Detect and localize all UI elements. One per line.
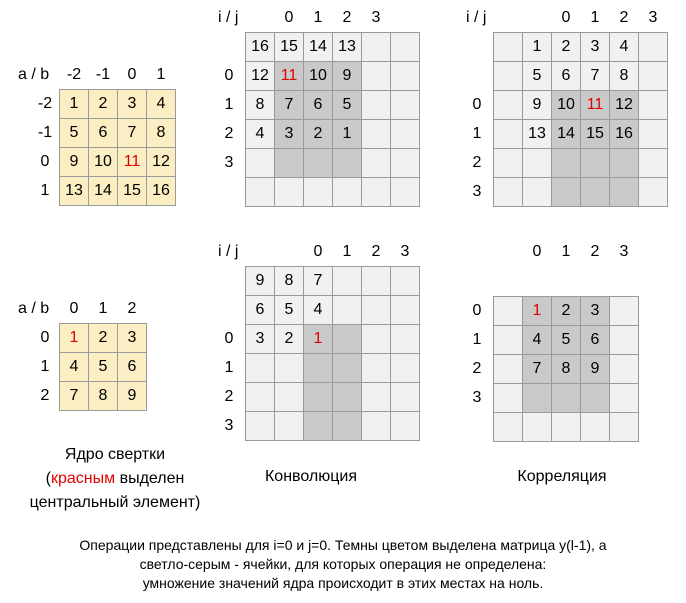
- corr4-cell: [493, 148, 523, 178]
- conv4-cell: [361, 177, 391, 207]
- corr4-cell: [638, 90, 668, 120]
- kernel3-cell: 7: [59, 381, 89, 411]
- corr4-cell: 6: [551, 61, 581, 91]
- corr3-row-header: 0: [472, 302, 482, 319]
- conv4-cell: [361, 61, 391, 91]
- corr4-cell: [493, 61, 523, 91]
- kernel4-cell: 2: [88, 89, 118, 119]
- kernel4-cell: 13: [59, 176, 89, 206]
- corr4-row-header: 0: [472, 96, 482, 113]
- kernel3-cell: 1: [59, 323, 89, 353]
- conv4-corner-label: i / j: [218, 9, 239, 26]
- corr3-cell: 1: [522, 296, 552, 326]
- corr3-cell: [522, 383, 552, 413]
- conv3-cell: [303, 382, 333, 412]
- conv3-cell: [361, 382, 391, 412]
- conv4-cell: [361, 119, 391, 149]
- conv4-cell: 6: [303, 90, 333, 120]
- kernel3-cell: 6: [117, 352, 147, 382]
- corr4-col-header: 3: [648, 9, 658, 26]
- conv3-cell: [390, 266, 420, 296]
- corr4-cell: 14: [551, 119, 581, 149]
- conv4-cell: [390, 61, 420, 91]
- kernel4-col-header: -1: [95, 66, 111, 83]
- conv4-cell: [303, 177, 333, 207]
- conv4-cell: [245, 148, 275, 178]
- conv4-cell: [390, 177, 420, 207]
- corr4-cell: [493, 32, 523, 62]
- kernel4-row-header: 0: [40, 153, 50, 170]
- corr4-cell: 9: [522, 90, 552, 120]
- kernel3-col-header: 0: [69, 300, 79, 317]
- conv4-cell: 9: [332, 61, 362, 91]
- conv3-cell: [303, 353, 333, 383]
- conv4-cell: [390, 119, 420, 149]
- conv4-cell: [361, 90, 391, 120]
- conv3-cell: 2: [274, 324, 304, 354]
- conv3-cell: [361, 353, 391, 383]
- corr4-row-header: 3: [472, 183, 482, 200]
- correlation-caption: Корреляция: [517, 468, 607, 485]
- corr3-cell: 7: [522, 354, 552, 384]
- corr3-cell: [609, 383, 639, 413]
- conv3-cell: [274, 382, 304, 412]
- conv3-cell: [361, 295, 391, 325]
- kernel4-cell: 3: [117, 89, 147, 119]
- corr4-cell: 16: [609, 119, 639, 149]
- kernel3-cell: 4: [59, 352, 89, 382]
- conv4-cell: 15: [274, 32, 304, 62]
- conv3-cell: [332, 295, 362, 325]
- conv3-cell: [390, 295, 420, 325]
- footer-line1: Операции представлены для i=0 и j=0. Темны цветом выделена матрица y(l-1), а: [79, 537, 607, 553]
- kernel3-corner-label: a / b: [18, 300, 50, 317]
- corr3-cell: [493, 412, 523, 442]
- kernel4-col-header: 1: [156, 66, 166, 83]
- kernel-caption: [0, 443, 230, 515]
- conv3-cell: 8: [274, 266, 304, 296]
- conv4-cell: [332, 177, 362, 207]
- corr4-cell: [609, 177, 639, 207]
- kernel4-cell: 4: [146, 89, 176, 119]
- conv3-cell: 5: [274, 295, 304, 325]
- footer-note: [0, 536, 686, 593]
- conv4-cell: [274, 177, 304, 207]
- corr3-cell: 3: [580, 296, 610, 326]
- conv4-col-header: 0: [284, 9, 294, 26]
- corr4-col-header: 0: [561, 9, 571, 26]
- kernel3-col-header: 1: [98, 300, 108, 317]
- corr4-cell: [522, 148, 552, 178]
- conv3-cell: [274, 353, 304, 383]
- corr4-row-header: 2: [472, 154, 482, 171]
- corr4-cell: 2: [551, 32, 581, 62]
- conv3-cell: [274, 411, 304, 441]
- kernel4-row-header: -2: [37, 95, 53, 112]
- conv4-cell: [390, 148, 420, 178]
- corr3-cell: [493, 325, 523, 355]
- kernel4-cell: 11: [117, 147, 147, 177]
- corr3-cell: [493, 383, 523, 413]
- kernel4-cell: 5: [59, 118, 89, 148]
- corr3-col-header: 2: [590, 243, 600, 260]
- corr3-row-header: 1: [472, 331, 482, 348]
- conv3-cell: 9: [245, 266, 275, 296]
- corr3-row-header: 2: [472, 360, 482, 377]
- corr4-row-header: 1: [472, 125, 482, 142]
- conv3-row-header: 0: [224, 330, 234, 347]
- corr3-cell: [609, 412, 639, 442]
- conv4-col-header: 1: [313, 9, 323, 26]
- conv3-cell: 4: [303, 295, 333, 325]
- kernel4-cell: 12: [146, 147, 176, 177]
- corr3-cell: [580, 383, 610, 413]
- conv4-cell: 11: [274, 61, 304, 91]
- conv3-cell: [390, 353, 420, 383]
- kernel3-row-header: 1: [40, 358, 50, 375]
- corr3-col-header: 0: [532, 243, 542, 260]
- conv4-cell: [390, 32, 420, 62]
- conv3-cell: [361, 266, 391, 296]
- corr3-col-header: 3: [619, 243, 629, 260]
- conv4-cell: 1: [332, 119, 362, 149]
- conv4-cell: 3: [274, 119, 304, 149]
- corr4-cell: 15: [580, 119, 610, 149]
- corr3-cell: [493, 296, 523, 326]
- kernel3-cell: 2: [88, 323, 118, 353]
- corr3-cell: [493, 354, 523, 384]
- conv4-cell: [303, 148, 333, 178]
- kernel4-cell: 10: [88, 147, 118, 177]
- corr4-cell: [638, 119, 668, 149]
- conv4-cell: 4: [245, 119, 275, 149]
- corr4-cell: [493, 90, 523, 120]
- conv3-col-header: 2: [371, 243, 381, 260]
- conv3-cell: [303, 411, 333, 441]
- kernel4-cell: 15: [117, 176, 147, 206]
- corr4-cell: [580, 148, 610, 178]
- kernel4-corner-label: a / b: [18, 66, 50, 83]
- kernel4-cell: 1: [59, 89, 89, 119]
- conv3-row-header: 2: [224, 388, 234, 405]
- conv4-cell: 13: [332, 32, 362, 62]
- conv3-corner-label: i / j: [218, 243, 239, 260]
- corr4-cell: 7: [580, 61, 610, 91]
- corr4-cell: 8: [609, 61, 639, 91]
- conv3-cell: [245, 411, 275, 441]
- corr4-cell: [493, 177, 523, 207]
- kernel4-row-header: -1: [37, 124, 53, 141]
- corr4-cell: [609, 148, 639, 178]
- corr4-cell: [493, 119, 523, 149]
- caption-red-word: красным: [50, 470, 116, 487]
- conv4-cell: [245, 177, 275, 207]
- conv4-cell: [361, 148, 391, 178]
- conv3-cell: [390, 324, 420, 354]
- corr3-col-header: 1: [561, 243, 571, 260]
- kernel3-cell: 9: [117, 381, 147, 411]
- kernel3-row-header: 0: [40, 329, 50, 346]
- conv4-row-header: 0: [224, 67, 234, 84]
- corr3-cell: 6: [580, 325, 610, 355]
- conv3-cell: [332, 382, 362, 412]
- conv3-col-header: 0: [313, 243, 323, 260]
- conv4-col-header: 3: [371, 9, 381, 26]
- corr4-cell: [551, 148, 581, 178]
- kernel3-cell: 3: [117, 323, 147, 353]
- kernel4-cell: 6: [88, 118, 118, 148]
- kernel3-cell: 5: [88, 352, 118, 382]
- conv4-row-header: 2: [224, 125, 234, 142]
- corr4-cell: 11: [580, 90, 610, 120]
- corr4-col-header: 1: [590, 9, 600, 26]
- conv4-cell: [332, 148, 362, 178]
- corr4-col-header: 2: [619, 9, 629, 26]
- corr3-cell: [609, 354, 639, 384]
- kernel3-row-header: 2: [40, 387, 50, 404]
- conv3-cell: [332, 353, 362, 383]
- corr3-cell: [580, 412, 610, 442]
- conv3-cell: [332, 411, 362, 441]
- footer-line3: умножение значений ядра происходит в этих местах на ноль.: [142, 575, 544, 591]
- kernel4-cell: 14: [88, 176, 118, 206]
- conv3-cell: [245, 382, 275, 412]
- conv3-cell: [332, 324, 362, 354]
- conv3-cell: 7: [303, 266, 333, 296]
- conv4-cell: 12: [245, 61, 275, 91]
- kernel-caption-line2: [0, 467, 230, 491]
- corr3-cell: [551, 412, 581, 442]
- corr3-cell: 5: [551, 325, 581, 355]
- convolution-caption: Конволюция: [264, 468, 358, 485]
- caption-paren: (: [45, 470, 51, 487]
- caption-rest: выделен: [115, 470, 185, 487]
- conv3-col-header: 1: [342, 243, 352, 260]
- kernel3-col-header: 2: [127, 300, 137, 317]
- corr4-cell: 10: [551, 90, 581, 120]
- corr3-cell: 9: [580, 354, 610, 384]
- conv4-row-header: 1: [224, 96, 234, 113]
- conv3-cell: [390, 382, 420, 412]
- corr4-cell: [638, 32, 668, 62]
- conv4-cell: 10: [303, 61, 333, 91]
- corr3-row-header: 3: [472, 389, 482, 406]
- conv3-cell: [390, 411, 420, 441]
- corr3-cell: [551, 383, 581, 413]
- corr4-cell: 1: [522, 32, 552, 62]
- conv3-row-header: 1: [224, 359, 234, 376]
- corr4-cell: [638, 177, 668, 207]
- corr4-cell: 5: [522, 61, 552, 91]
- conv4-cell: [390, 90, 420, 120]
- corr4-cell: [551, 177, 581, 207]
- kernel4-cell: 8: [146, 118, 176, 148]
- conv3-cell: 6: [245, 295, 275, 325]
- conv3-col-header: 3: [400, 243, 410, 260]
- kernel4-cell: 7: [117, 118, 147, 148]
- kernel4-col-header: 0: [127, 66, 137, 83]
- conv3-cell: [361, 324, 391, 354]
- conv3-cell: 3: [245, 324, 275, 354]
- conv4-cell: 14: [303, 32, 333, 62]
- kernel-caption-line1: Ядро свертки: [64, 446, 166, 463]
- conv3-cell: [361, 411, 391, 441]
- corr4-cell: 13: [522, 119, 552, 149]
- conv4-cell: 2: [303, 119, 333, 149]
- kernel4-row-header: 1: [40, 182, 50, 199]
- corr4-cell: [522, 177, 552, 207]
- conv4-cell: 16: [245, 32, 275, 62]
- conv4-cell: [361, 32, 391, 62]
- corr4-cell: 3: [580, 32, 610, 62]
- conv3-row-header: 3: [224, 417, 234, 434]
- conv4-col-header: 2: [342, 9, 352, 26]
- corr3-cell: [522, 412, 552, 442]
- conv4-cell: 8: [245, 90, 275, 120]
- corr4-cell: [580, 177, 610, 207]
- conv4-row-header: 3: [224, 154, 234, 171]
- kernel4-col-header: -2: [66, 66, 82, 83]
- kernel4-cell: 16: [146, 176, 176, 206]
- corr3-cell: 4: [522, 325, 552, 355]
- conv3-cell: 1: [303, 324, 333, 354]
- corr3-cell: 2: [551, 296, 581, 326]
- corr3-cell: 8: [551, 354, 581, 384]
- conv3-cell: [245, 353, 275, 383]
- kernel4-cell: 9: [59, 147, 89, 177]
- footer-line2: светло-серым - ячейки, для которых операция не определена:: [139, 556, 547, 572]
- corr4-corner-label: i / j: [466, 9, 487, 26]
- corr3-cell: [609, 325, 639, 355]
- kernel-caption-line3: центральный элемент): [29, 494, 201, 511]
- conv4-cell: 5: [332, 90, 362, 120]
- kernel3-cell: 8: [88, 381, 118, 411]
- conv4-cell: 7: [274, 90, 304, 120]
- corr3-cell: [609, 296, 639, 326]
- conv4-cell: [274, 148, 304, 178]
- corr4-cell: 12: [609, 90, 639, 120]
- corr4-cell: [638, 148, 668, 178]
- corr4-cell: [638, 61, 668, 91]
- conv3-cell: [332, 266, 362, 296]
- corr4-cell: 4: [609, 32, 639, 62]
